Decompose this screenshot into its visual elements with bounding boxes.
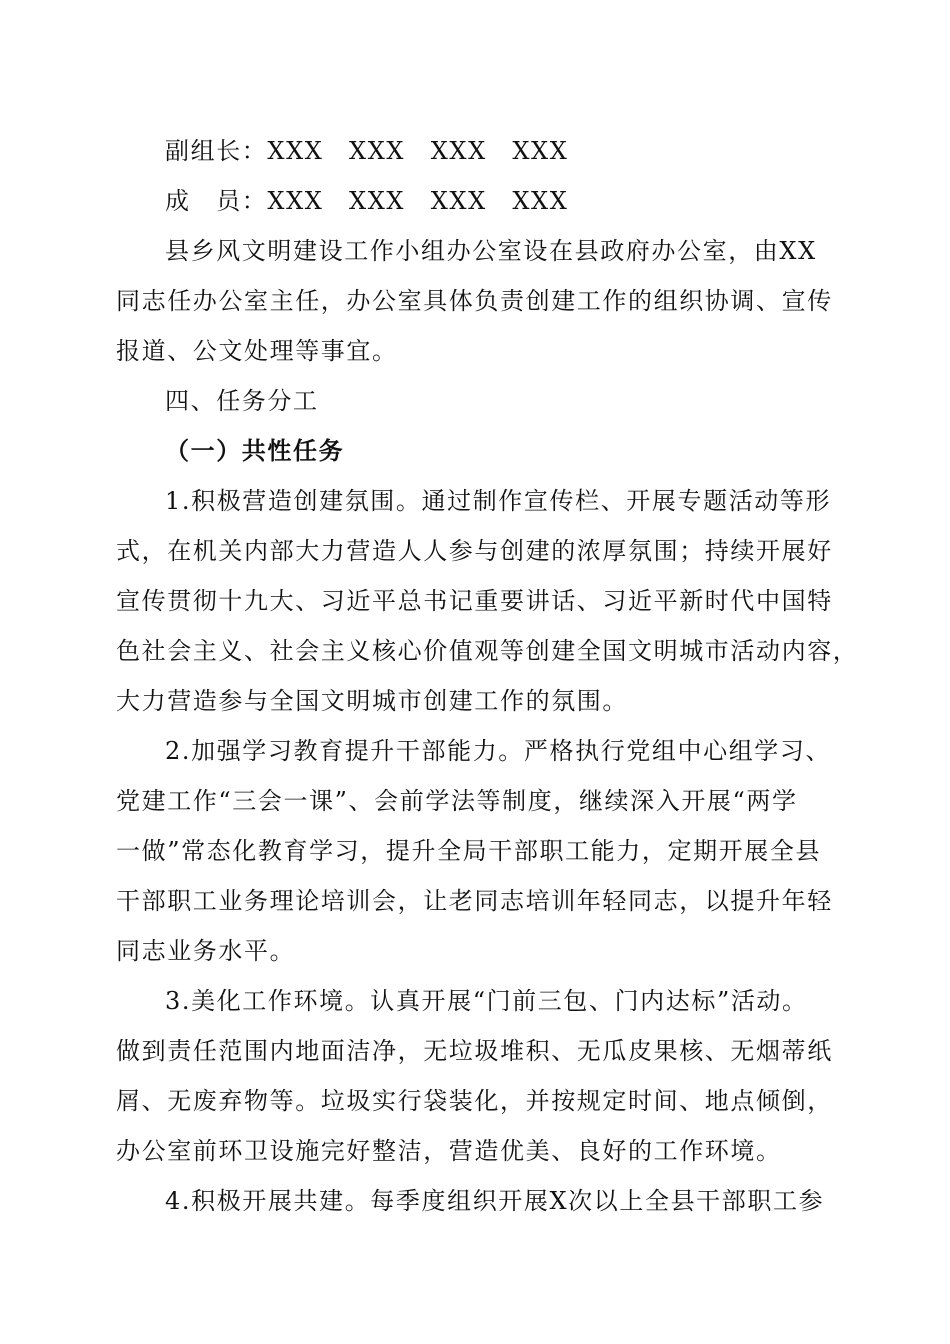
members-line: 成 员：XXX XXX XXX XXX xyxy=(165,187,569,215)
paragraph-line: 同志任办公室主任，办公室具体负责创建工作的组织协调、宣传 xyxy=(116,287,833,315)
paragraph-line: 4.积极开展共建。每季度组织开展X次以上全县干部职工参 xyxy=(165,1187,825,1215)
paragraph-line: 式，在机关内部大力营造人人参与创建的浓厚氛围；持续开展好 xyxy=(116,537,833,565)
paragraph-line: 干部职工业务理论培训会，让老同志培训年轻同志，以提升年轻 xyxy=(116,887,833,915)
paragraph-line: 做到责任范围内地面洁净，无垃圾堆积、无瓜皮果核、无烟蒂纸 xyxy=(116,1037,833,1065)
paragraph-line: 同志业务水平。 xyxy=(116,937,296,965)
paragraph-line: 办公室前环卫设施完好整洁，营造优美、良好的工作环境。 xyxy=(116,1137,782,1165)
paragraph-line: 县乡风文明建设工作小组办公室设在县政府办公室，由XX xyxy=(165,237,817,265)
paragraph-line: 宣传贯彻十九大、习近平总书记重要讲话、习近平新时代中国特 xyxy=(116,587,833,615)
section-heading: 四、任务分工 xyxy=(165,387,319,415)
paragraph-line: 报道、公文处理等事宜。 xyxy=(116,337,398,365)
paragraph-line: 一做”常态化教育学习，提升全局干部职工能力，定期开展全县 xyxy=(116,837,822,865)
deputy-leader-line: 副组长：XXX XXX XXX XXX xyxy=(165,137,569,165)
paragraph-line: 大力营造参与全国文明城市创建工作的氛围。 xyxy=(116,687,628,715)
paragraph-line: 色社会主义、社会主义核心价值观等创建全国文明城市活动内容， xyxy=(116,637,859,665)
paragraph-line: 党建工作“三会一课”、会前学法等制度，继续深入开展“两学 xyxy=(116,787,798,815)
paragraph-line: 1.积极营造创建氛围。通过制作宣传栏、开展专题活动等形 xyxy=(165,487,832,515)
paragraph-line: 屑、无废弃物等。垃圾实行袋装化，并按规定时间、地点倾倒， xyxy=(116,1087,833,1115)
paragraph-line: 3.美化工作环境。认真开展“门前三包、门内达标”活动。 xyxy=(165,987,808,1015)
subsection-heading: （一）共性任务 xyxy=(165,437,345,465)
paragraph-line: 2.加强学习教育提升干部能力。严格执行党组中心组学习、 xyxy=(165,737,832,765)
